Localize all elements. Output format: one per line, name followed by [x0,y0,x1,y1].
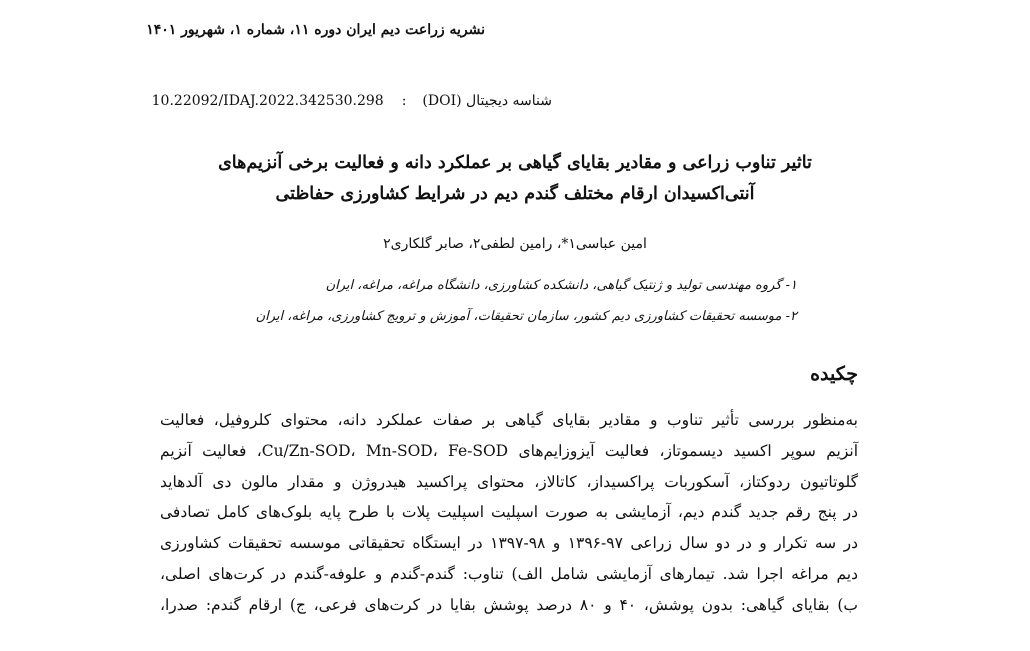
abstract-line-5: در سه تکرار و در دو سال زراعی ۹۷-۱۳۹۶ و ۹۸-۱۳۹۷ در ایستگاه تحقیقاتی موسسه تحقیقات کشاورزی [160,534,858,553]
abstract-line-2: آنزیم سوپر اکسید دیسموتاز، فعالیت آیزوزایم‌های Cu/Zn-SOD، Mn-SOD، Fe-SOD، فعالیت آنزیم [160,441,858,460]
author-list: امین عباسی۱*، رامین لطفی۲، صابر گلکاری۲ [383,236,647,252]
doi-label: شناسه دیجیتال (DOI) [422,93,552,109]
affiliation-1: ۱- گروه مهندسی تولید و ژنتیک گیاهی، دانشکده کشاورزی، دانشگاه مراغه، مراغه، ایران [325,278,797,293]
doi-row [152,93,552,109]
abstract-line-6: دیم مراغه اجرا شد. تیمارهای آزمایشی شامل الف) تناوب: گندم-گندم و علوفه-گندم در کرت‌های اصلی، [160,564,858,583]
abstract-line-7: ب) بقایای گیاهی: بدون پوشش، ۴۰ و ۸۰ درصد پوشش بقایا در کرت‌های فرعی، ج) ارقام گندم: صدرا، [160,595,859,614]
paper-title-line-1: تاثیر تناوب زراعی و مقادیر بقایای گیاهی بر عملکرد دانه و فعالیت برخی آنزیم‌های [218,153,812,173]
paper-title [150,148,880,210]
abstract-body [160,405,858,621]
journal-header: نشریه زراعت دیم ایران دوره ۱۱، شماره ۱، شهریور ۱۴۰۱ [146,22,485,38]
abstract-heading: چکیده [810,363,858,385]
affiliation-2: ۲- موسسه تحقیقات کشاورزی دیم کشور، سازمان تحقیقات، آموزش و ترویج کشاورزی، مراغه، ایران [255,309,797,324]
abstract-line-1: به‌منظور بررسی تأثیر تناوب و مقادیر بقایای گیاهی بر صفات عملکرد دانه، محتوای کلروفیل، فعالیت [160,411,858,429]
abstract-line-4: در پنج رقم جدید گندم دیم، آزمایشی به صورت اسپلیت اسپلیت پلات با طرح پایه بلوک‌های کامل تصادفی [160,503,858,522]
abstract-line-3: گلوتاتیون ردوکتاز، آسکوربات پراکسیداز، کاتالاز، محتوای پراکسید هیدروژن و مقدار مالون دی آلدهاید [160,472,858,491]
doi-colon: : [401,93,407,109]
doi-value[interactable]: 10.22092/IDAJ.2022.342530.298 [151,93,384,109]
paper-title-line-2: آنتی‌اکسیدان ارقام مختلف گندم دیم در شرایط کشاورزی حفاظتی [275,184,755,204]
